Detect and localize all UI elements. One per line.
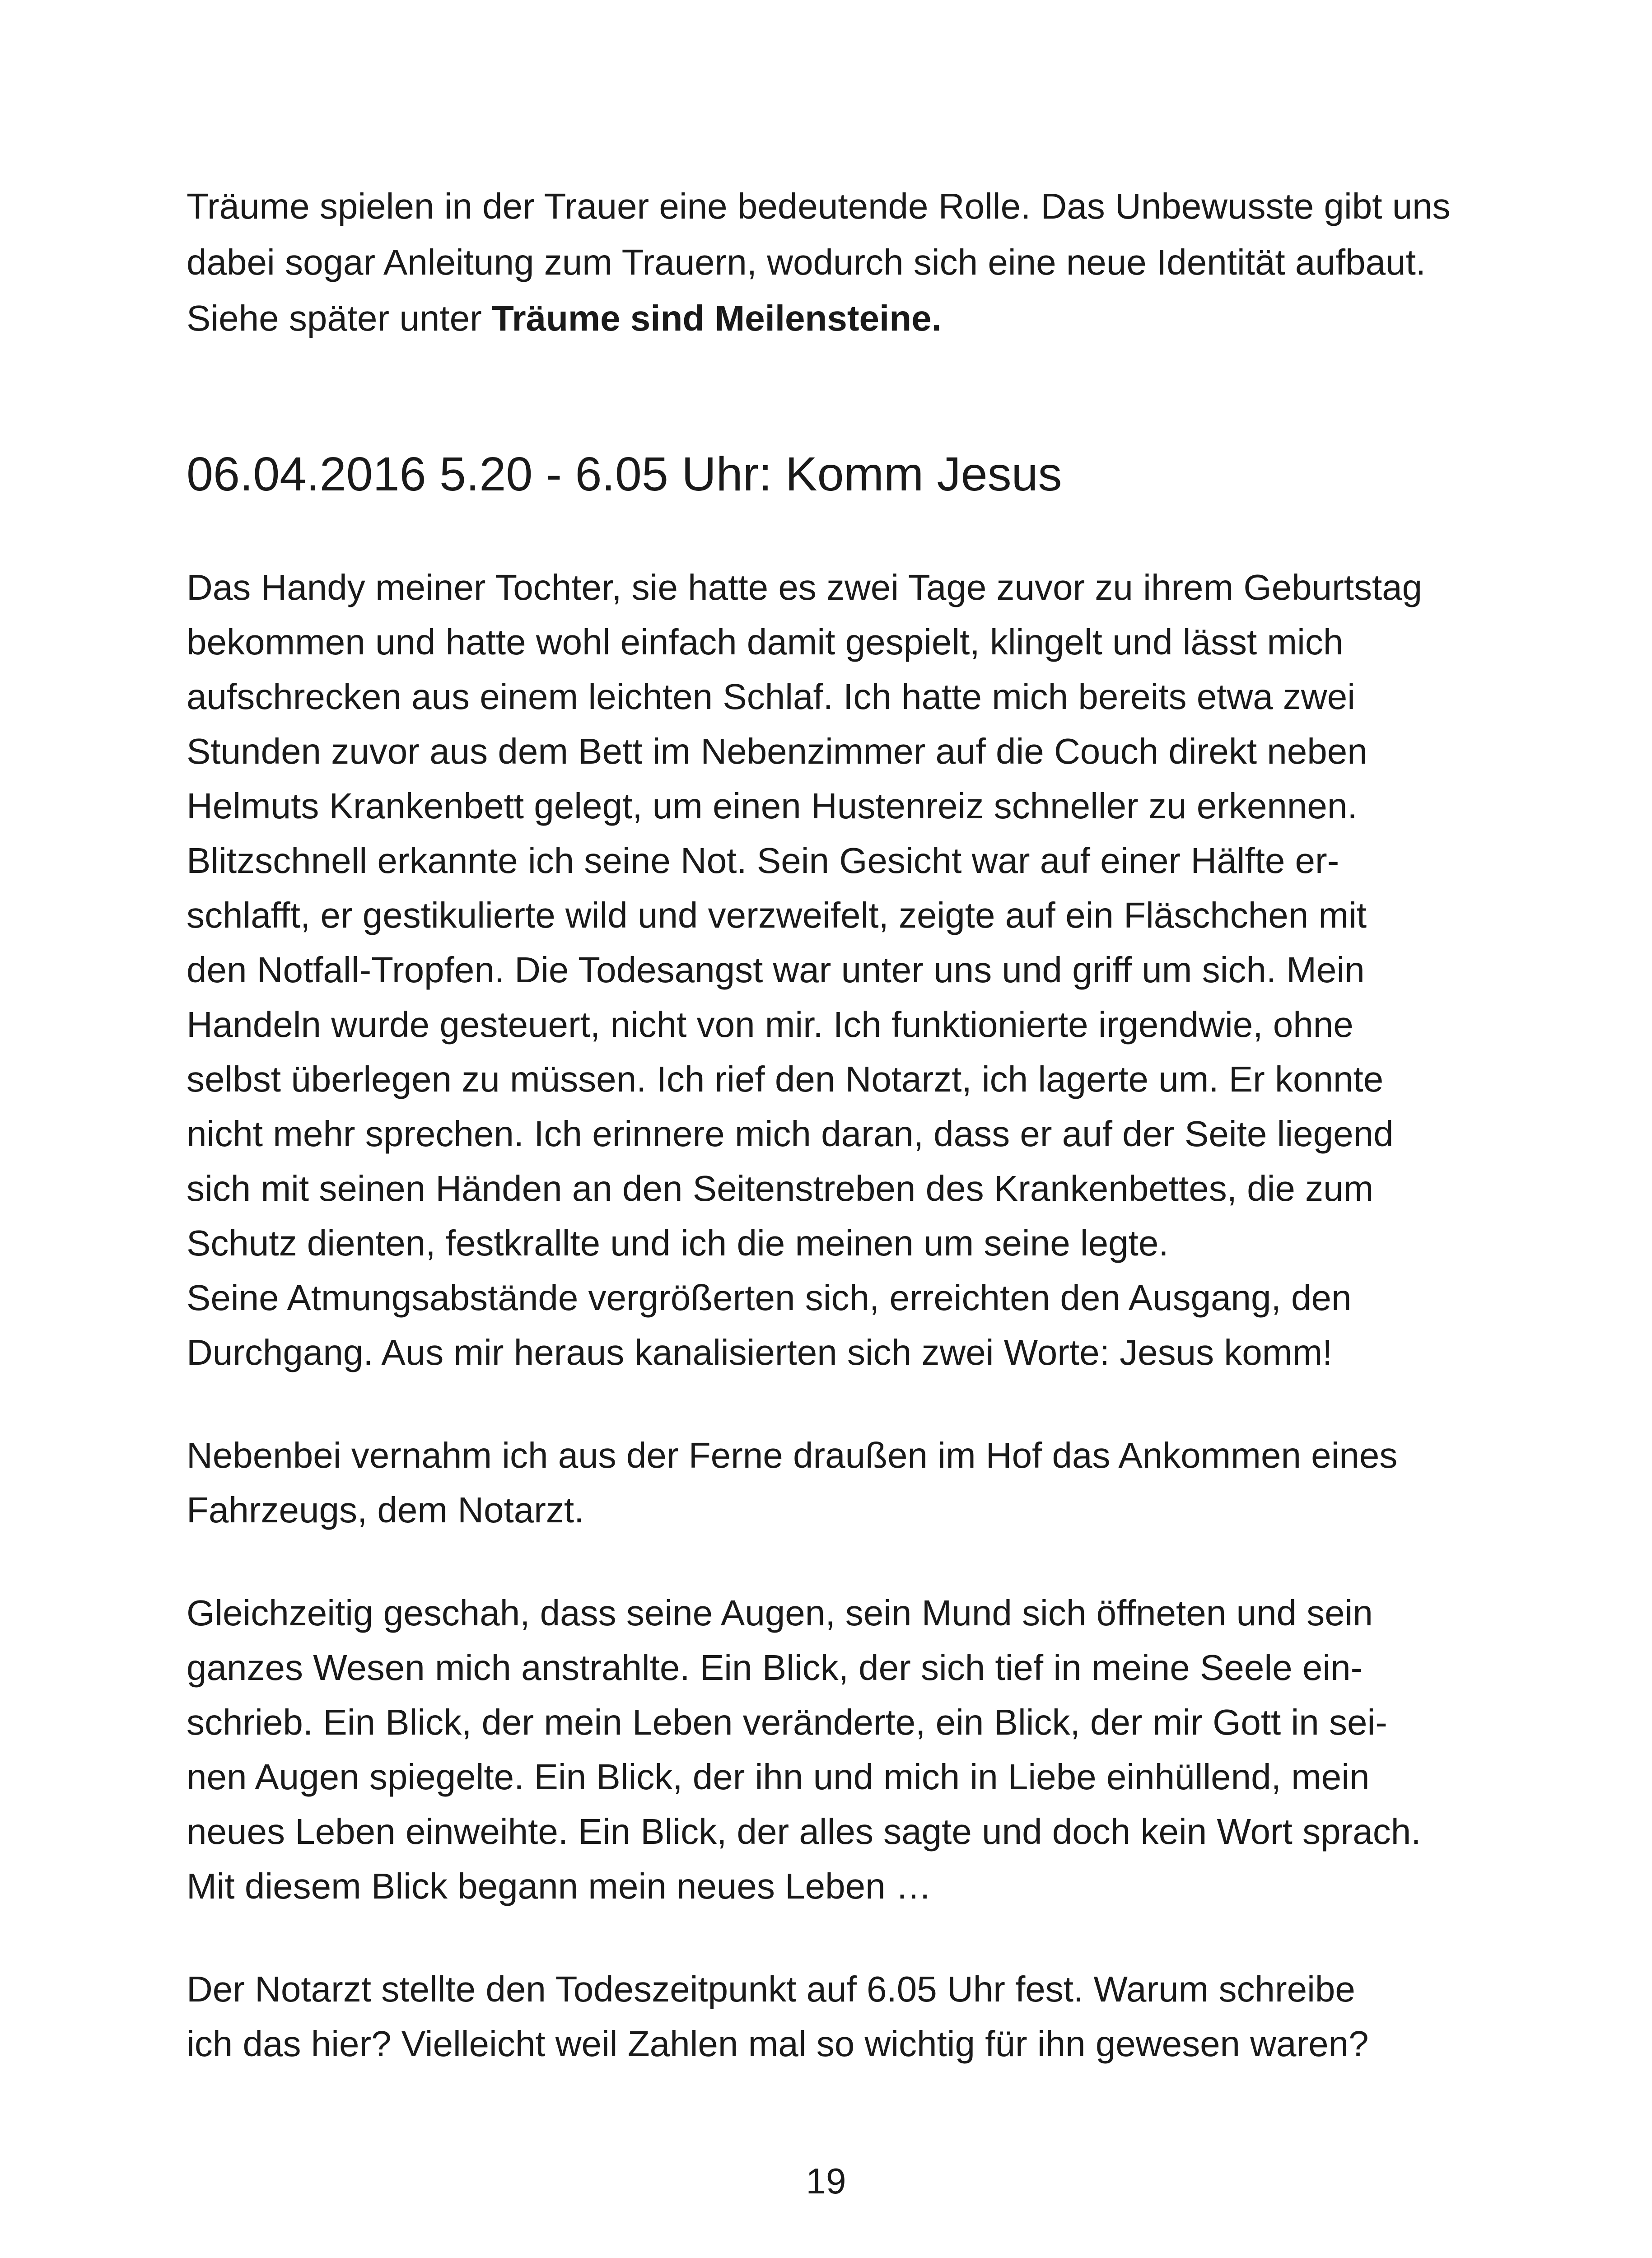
paragraph-2 [187,1428,1492,1537]
intro-bold-reference: Träume sind Meilensteine. [491,298,942,338]
text-line: Schutz dienten, festkrallte und ich die meinen um seine legte. [187,1223,1169,1263]
text-line: Durchgang. Aus mir heraus kanalisierten sich zwei Worte: Jesus komm! [187,1332,1333,1372]
text-line: aufschrecken aus einem leichten Schlaf. Ich hatte mich bereits etwa zwei [187,676,1355,717]
text-line: nicht mehr sprechen. Ich erinnere mich daran, dass er auf der Seite liegend [187,1114,1394,1154]
section-heading: 06.04.2016 5.20 - 6.05 Uhr: Komm Jesus [187,448,1062,501]
body-text [187,560,1492,2119]
intro-text: Träume spielen in der Trauer eine bedeutende Rolle. Das Unbewusste gibt uns dabei sogar Anleitung zum Trauern, wodurch sich eine neue Identität aufbaut. Siehe später unter [187,186,1451,338]
text-line: Nebenbei vernahm ich aus der Ferne draußen im Hof das Ankommen eines [187,1435,1398,1475]
text-line: Das Handy meiner Tochter, sie hatte es zwei Tage zuvor zu ihrem Geburtstag [187,567,1423,607]
text-line: sich mit seinen Händen an den Seitenstreben des Krankenbettes, die zum [187,1168,1374,1208]
text-line: nen Augen spiegelte. Ein Blick, der ihn und mich in Liebe einhüllend, mein [187,1757,1370,1797]
text-line: schrieb. Ein Blick, der mein Leben veränderte, ein Blick, der mir Gott in sei- [187,1702,1387,1742]
text-line: Seine Atmungsabstände vergrößerten sich, erreichten den Ausgang, den [187,1278,1352,1318]
text-line: Blitzschnell erkannte ich seine Not. Sein Gesicht war auf einer Hälfte er- [187,840,1339,881]
paragraph-4 [187,1962,1492,2071]
page-number: 19 [806,2161,846,2201]
text-line: ganzes Wesen mich anstrahlte. Ein Blick, der sich tief in meine Seele ein- [187,1647,1363,1688]
text-line: Mit diesem Blick begann mein neues Leben … [187,1866,932,1906]
text-line: schlafft, er gestikulierte wild und verzweifelt, zeigte auf ein Fläschchen mit [187,895,1367,935]
text-line: selbst überlegen zu müssen. Ich rief den Notarzt, ich lagerte um. Er konnte [187,1059,1384,1099]
text-line: den Notfall-Tropfen. Die Todesangst war unter uns und griff um sich. Mein [187,950,1365,990]
paragraph-1 [187,560,1492,1380]
text-line: Handeln wurde gesteuert, nicht von mir. Ich funktionierte irgendwie, ohne [187,1004,1353,1045]
text-line: Helmuts Krankenbett gelegt, um einen Hustenreiz schneller zu erkennen. [187,786,1358,826]
intro-paragraph [187,178,1478,346]
text-line: ich das hier? Vielleicht weil Zahlen mal so wichtig für ihn gewesen waren? [187,2024,1369,2064]
text-line: Stunden zuvor aus dem Bett im Nebenzimmer auf die Couch direkt neben [187,731,1367,771]
text-line: neues Leben einweihte. Ein Blick, der alles sagte und doch kein Wort sprach. [187,1811,1421,1852]
text-line: bekommen und hatte wohl einfach damit gespielt, klingelt und lässt mich [187,622,1344,662]
text-line: Der Notarzt stellte den Todeszeitpunkt auf 6.05 Uhr fest. Warum schreibe [187,1969,1355,2009]
text-line: Gleichzeitig geschah, dass seine Augen, sein Mund sich öffneten und sein [187,1593,1373,1633]
text-line: Fahrzeugs, dem Notarzt. [187,1490,584,1530]
paragraph-3 [187,1586,1492,1913]
